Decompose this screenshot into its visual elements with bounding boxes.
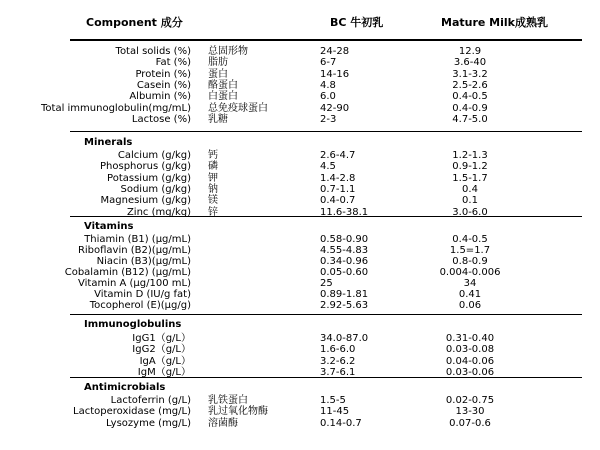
row-mature-value-text: 0.41 — [458, 289, 482, 300]
row-label: Casein (%) — [136, 79, 191, 91]
row-bc-value: 3.2-6.2 — [320, 355, 356, 367]
row-chinese-label: 溶菌酶 — [208, 417, 238, 429]
row-chinese-label: 脂肪 — [208, 57, 228, 69]
section-title: Immunoglobulins — [84, 319, 182, 330]
row-label: Potassium (g/kg) — [107, 172, 191, 184]
row-chinese-label: 蛋白 — [208, 68, 228, 80]
row-mature-value-text: 0.9-1.2 — [452, 161, 488, 173]
row-bc-value: 4.8 — [320, 79, 336, 91]
row-bc-value: 0.14-0.7 — [320, 417, 362, 429]
row-bc-value: 0.89-1.81 — [320, 289, 369, 300]
row-bc-value: 2-3 — [320, 113, 337, 125]
row-mature-value-text: 3.1-3.2 — [452, 68, 488, 80]
row-bc-value: 6.0 — [320, 91, 336, 103]
row-label: IgM（g/L） — [137, 366, 191, 378]
row-mature-value-text: 0.8-0.9 — [452, 256, 488, 267]
row-chinese-label: 镁 — [208, 195, 218, 207]
row-chinese-label: 钙 — [208, 150, 218, 161]
row-mature-value-text: 0.07-0.6 — [449, 417, 491, 429]
row-bc-value: 0.4-0.7 — [320, 195, 356, 207]
row-bc-value: 0.58-0.90 — [320, 234, 369, 245]
row-mature-value-text: 13-30 — [455, 406, 485, 418]
section-divider — [70, 377, 582, 378]
row-bc-value: 42-90 — [320, 102, 350, 114]
row-mature-value-text: 1.2-1.3 — [452, 150, 488, 161]
row-mature-value-text: 34 — [463, 278, 477, 289]
row-label: Lactose (%) — [131, 113, 191, 125]
row-bc-value: 1.4-2.8 — [320, 172, 356, 184]
row-label: Vitamin D (IU/g fat) — [94, 289, 191, 300]
row-label: Thiamin (B1) (μg/mL) — [84, 234, 191, 245]
row-label: Total immunoglobulin(mg/mL) — [41, 102, 191, 114]
row-mature-value-text: 0.04-0.06 — [445, 355, 495, 367]
row-bc-value: 2.6-4.7 — [320, 150, 356, 161]
row-label: Riboflavin (B2)(μg/mL) — [77, 245, 191, 256]
row-mature-value-text: 3.0-6.0 — [452, 206, 488, 218]
row-label: Vitamin A (μg/100 mL) — [78, 278, 191, 289]
row-mature-value-text: 0.4-0.5 — [452, 234, 488, 245]
row-label: IgA（g/L） — [139, 355, 191, 367]
row-bc-value: 0.7-1.1 — [320, 183, 356, 195]
row-mature-value-text: 3.6-40 — [453, 57, 487, 69]
row-bc-value: 0.34-0.96 — [320, 256, 369, 267]
row-mature-value-text: 2.5-2.6 — [452, 79, 488, 91]
row-bc-value: 1.6-6.0 — [320, 344, 356, 356]
row-mature-value-text: 0.06 — [458, 300, 482, 311]
row-label: Zinc (mg/kg) — [126, 206, 191, 218]
row-label: Protein (%) — [135, 68, 191, 80]
row-mature-value-text: 0.03-0.08 — [445, 344, 495, 356]
row-chinese-label: 钠 — [208, 183, 218, 195]
row-mature-value-text: 0.4-0.9 — [452, 102, 488, 114]
row-bc-value: 11-45 — [320, 406, 350, 418]
row-label: Lactoferrin (g/L) — [110, 395, 191, 406]
row-mature-value-text: 0.1 — [462, 195, 478, 207]
row-label: Lysozyme (mg/L) — [106, 417, 191, 429]
row-bc-value: 6-7 — [320, 57, 337, 69]
row-chinese-label: 锌 — [208, 206, 218, 218]
header-bc: BC 牛初乳 — [330, 16, 384, 29]
row-bc-value: 4.55-4.83 — [320, 245, 369, 256]
row-label: Sodium (g/kg) — [120, 183, 191, 195]
row-label: Lactoperoxidase (mg/L) — [73, 406, 191, 418]
row-chinese-label: 总固形物 — [208, 46, 248, 57]
row-bc-value: 25 — [320, 278, 333, 289]
row-bc-value: 1.5-5 — [320, 395, 346, 406]
row-mature-value-text: 0.004-0.006 — [439, 267, 501, 278]
row-chinese-label: 总免疫球蛋白 — [208, 102, 268, 114]
row-mature-value-text: 1.5-1.7 — [452, 172, 488, 184]
section-divider — [70, 314, 582, 315]
row-label: Total solids (%) — [115, 46, 191, 57]
row-label: Calcium (g/kg) — [117, 150, 191, 161]
row-chinese-label: 乳过氧化物酶 — [208, 406, 268, 418]
row-label: Tocopherol (E)(μg/g) — [89, 300, 191, 311]
row-mature-value-text: 0.4 — [462, 183, 478, 195]
row-label: Cobalamin (B12) (μg/mL) — [64, 267, 191, 278]
row-label: Albumin (%) — [129, 91, 191, 103]
row-mature-value-text: 12.9 — [458, 46, 482, 57]
row-label: IgG2（g/L） — [132, 344, 191, 356]
row-mature-value-text: 0.4-0.5 — [452, 91, 488, 103]
row-mature-value-text: 0.03-0.06 — [445, 366, 495, 378]
row-chinese-label: 酪蛋白 — [208, 79, 238, 91]
row-mature-value-text: 0.02-0.75 — [445, 395, 495, 406]
row-bc-value: 11.6-38.1 — [320, 206, 369, 218]
row-mature-value-text: 0.31-0.40 — [445, 333, 495, 344]
row-mature-value-text: 1.5=1.7 — [449, 245, 491, 256]
header-mature: Mature Milk成熟乳 — [441, 16, 548, 29]
section-divider — [70, 131, 582, 132]
header-component: Component 成分 — [86, 16, 183, 29]
row-bc-value: 34.0-87.0 — [320, 333, 369, 344]
row-bc-value: 24-28 — [320, 46, 350, 57]
row-chinese-label: 乳铁蛋白 — [208, 395, 248, 406]
row-bc-value: 14-16 — [320, 68, 350, 80]
row-label: Fat (%) — [155, 57, 191, 69]
row-chinese-label: 钾 — [208, 172, 218, 184]
row-bc-value: 3.7-6.1 — [320, 366, 356, 378]
row-chinese-label: 磷 — [208, 161, 218, 173]
row-label: IgG1（g/L） — [132, 333, 191, 344]
section-title: Vitamins — [84, 221, 134, 232]
row-chinese-label: 乳糖 — [208, 113, 228, 125]
header-rule — [70, 39, 582, 41]
row-bc-value: 4.5 — [320, 161, 336, 173]
row-bc-value: 0.05-0.60 — [320, 267, 369, 278]
row-label: Niacin (B3)(μg/mL) — [96, 256, 191, 267]
section-divider — [70, 216, 582, 217]
row-chinese-label: 白蛋白 — [208, 91, 238, 103]
row-label: Phosphorus (g/kg) — [100, 161, 191, 173]
section-title: Antimicrobials — [84, 382, 166, 393]
row-mature-value-text: 4.7-5.0 — [452, 113, 488, 125]
section-title: Minerals — [84, 137, 133, 148]
row-bc-value: 2.92-5.63 — [320, 300, 369, 311]
row-label: Magnesium (g/kg) — [100, 195, 191, 207]
